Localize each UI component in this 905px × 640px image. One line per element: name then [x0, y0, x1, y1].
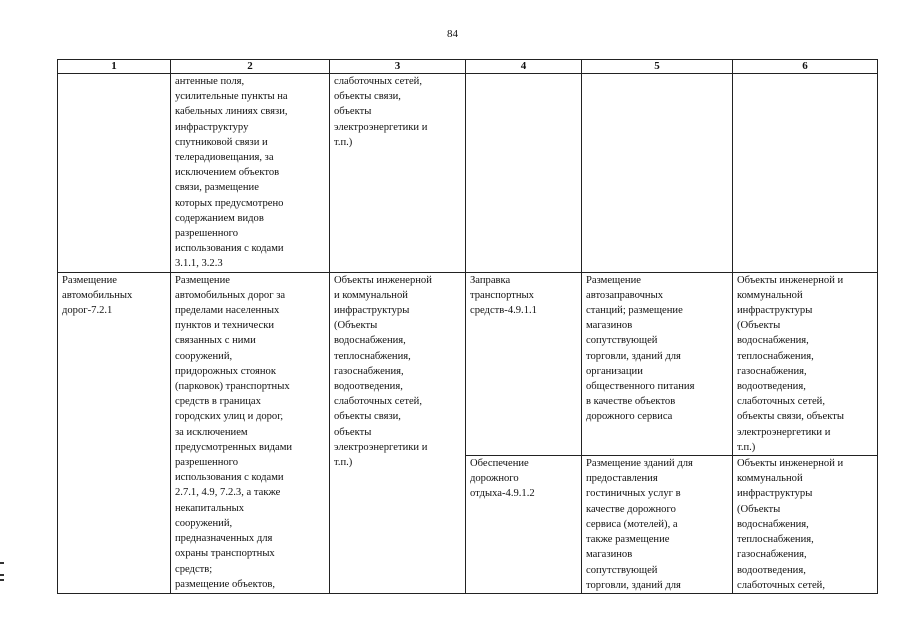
cell-text: Размещение автомобильных дорог-7.2.1 — [62, 274, 133, 317]
page-number: 84 — [447, 28, 458, 40]
cell-text: Объекты инженерной и коммунальной инфраструктуры (Объекты водоснабжения, теплоснабжения, газоснабжения, водоотведения, слаботочных сетей, объекты связи, объекты электроэнергетики и т.п.) — [737, 274, 844, 453]
table-cell — [466, 456, 582, 594]
table-cell — [466, 272, 582, 455]
table-cell — [58, 272, 171, 593]
table-cell — [582, 272, 733, 455]
binding-mark — [0, 579, 4, 581]
cell-text: Обеспечение дорожного отдыха-4.9.1.2 — [470, 458, 535, 500]
column-header-1: 1 — [58, 60, 171, 74]
land-use-table — [57, 59, 878, 594]
column-header-2: 2 — [171, 60, 330, 74]
table-cell — [733, 74, 878, 273]
table-cell — [582, 74, 733, 273]
column-header-4: 4 — [466, 60, 582, 74]
cell-text: Объекты инженерной и коммунальной инфраструктуры (Объекты водоснабжения, теплоснабжения, газоснабжения, водоотведения, слаботочных сетей, объекты связи, объекты электроэнергетики и т.п.) — [334, 274, 432, 469]
cell-text: слаботочных сетей, объекты связи, объекты электроэнергетики и т.п.) — [334, 76, 428, 148]
binding-mark — [0, 574, 4, 576]
column-header-6: 6 — [733, 60, 878, 74]
cell-text: Размещение автомобильных дорог за пределами населенных пунктов и технически связанных с ними сооружений, придорожных стоянок (парковок) транспортных средств в границах городских улиц и дорог, за исключением предусмотренных видами разрешенного использования с кодами 2.7.1, 4.9, 7.2.3, а также некапитальных сооружений, предназначенных для охраны транспортных средств; размещение объектов, — [175, 274, 293, 590]
cell-text: Объекты инженерной и коммунальной инфраструктуры (Объекты водоснабжения, теплоснабжения, газоснабжения, водоотведения, слаботочных сетей, — [737, 458, 844, 591]
table-header-row — [58, 60, 878, 74]
table-cell — [466, 74, 582, 273]
cell-text: антенные поля, усилительные пункты на кабельных линиях связи, инфраструктуру спутниковой связи и телерадиовещания, за исключением объектов связи, размещение которых предусмотрено содержанием видов разрешенного использования с кодами 3.1.1, 3.2.3 — [175, 76, 288, 270]
column-header-5: 5 — [582, 60, 733, 74]
binding-mark — [0, 562, 4, 564]
table-cell — [330, 272, 466, 593]
table-cell — [582, 456, 733, 594]
table-row — [58, 272, 878, 455]
column-header-3: 3 — [330, 60, 466, 74]
table-cell — [171, 272, 330, 593]
table-row — [58, 74, 878, 273]
table-cell — [733, 456, 878, 594]
table-cell — [171, 74, 330, 273]
cell-text: Размещение зданий для предоставления гостиничных услуг в качестве дорожного сервиса (мотелей), а также размещение магазинов сопутствующей торговли, зданий для — [586, 458, 693, 591]
cell-text: Заправка транспортных средств-4.9.1.1 — [470, 274, 537, 317]
table-cell — [733, 272, 878, 455]
table-cell — [58, 74, 171, 273]
table-cell — [330, 74, 466, 273]
cell-text: Размещение автозаправочных станций; размещение магазинов сопутствующей торговли, зданий для организации общественного питания в качестве объектов дорожного сервиса — [586, 274, 695, 423]
